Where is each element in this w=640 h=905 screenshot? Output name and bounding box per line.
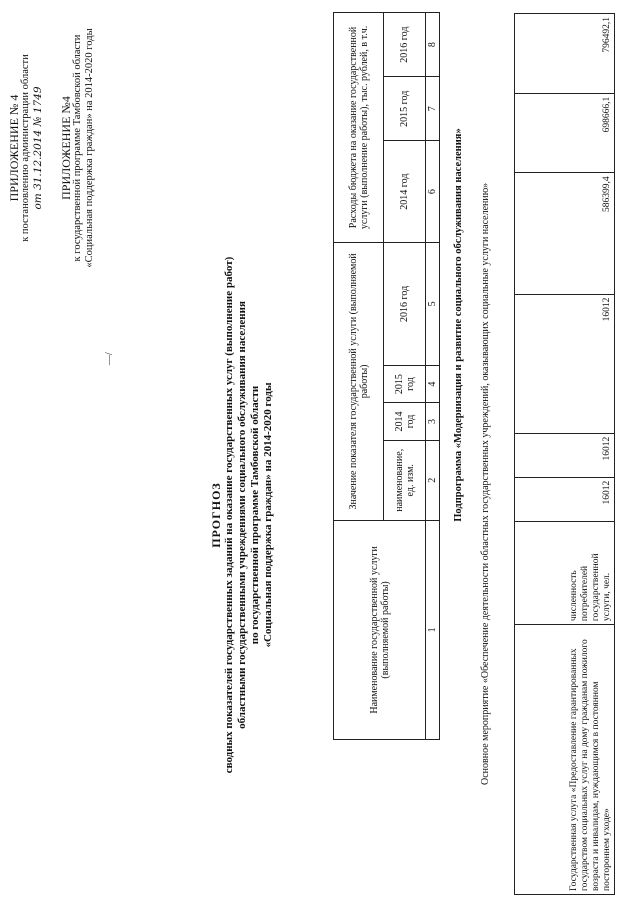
col-num: 4 <box>426 365 440 402</box>
value-2014-cell: 16012 <box>515 477 615 521</box>
appendix-resolution: к постановлению администрации области <box>20 54 31 242</box>
title-line-2: областными государственными учреждениями социального обслуживания населения <box>236 301 248 729</box>
appendix-program-name: «Социальная поддержка граждан» на 2014-2020 годы <box>84 28 95 268</box>
col-num: 6 <box>426 141 440 243</box>
appendix-title: ПРИЛОЖЕНИЕ № 4 <box>7 94 21 202</box>
col-num: 3 <box>426 403 440 440</box>
appendix-block <box>8 3 96 293</box>
unit-cell: численность потребителей государственной услуги, чел. <box>515 521 615 624</box>
col-num: 7 <box>426 77 440 141</box>
header-indicator: Значение показателя государственной услуги (выполняемой работы) <box>334 242 384 520</box>
subprogram-heading: Подпрограмма «Модернизация и развитие социального обслуживания населения» <box>453 128 464 522</box>
col-num: 8 <box>426 13 440 77</box>
margin-mark: —/ <box>104 352 115 365</box>
data-table <box>514 13 615 895</box>
title-line-1: сводных показателей государственных заданий на оказание государственных услуг (выполнение работ) <box>223 256 235 774</box>
service-name-cell: Государственная услуга «Предоставление гарантированных государством социальных услуг на дому гражданам пожилого возраста и инвалидам, нуждающимся в постоянном постороннем уходе» <box>515 625 615 895</box>
appendix-program: к государственной программе Тамбовской области <box>72 34 83 262</box>
title-line-3: по государственной программе Тамбовской области <box>249 385 261 645</box>
col-num: 2 <box>426 440 440 520</box>
title-line-4: «Социальная поддержка граждан» на 2014-2020 годы <box>262 382 274 648</box>
header-unit: наименование, ед. изм. <box>384 440 426 520</box>
header-2014a: 2014 год <box>384 403 426 440</box>
header-2016b: 2016 год <box>384 13 426 77</box>
table-row <box>515 14 615 895</box>
appendix-date-number: от 31.12.2014 № 1749 <box>32 86 44 210</box>
col-num: 1 <box>426 520 440 739</box>
column-numbers-row <box>426 13 440 740</box>
appendix4-title: ПРИЛОЖЕНИЕ №4 <box>59 96 73 200</box>
header-budget: Расходы бюджета на оказание государственной услуги (выполнение работы), тыс. рублей, в т.ч. <box>334 13 384 243</box>
header-2016a: 2016 год <box>384 242 426 365</box>
budget-2015-cell: 698666,1 <box>515 93 615 173</box>
header-2015a: 2015 год <box>384 365 426 402</box>
header-service-name: Наименование государственной услуги (выполняемой работы) <box>334 520 426 739</box>
value-2016-cell: 16012 <box>515 294 615 433</box>
budget-2014-cell: 586399,4 <box>515 173 615 294</box>
col-num: 5 <box>426 242 440 365</box>
document-title <box>210 235 275 795</box>
header-2014b: 2014 год <box>384 141 426 243</box>
budget-2016-cell: 796492,1 <box>515 14 615 94</box>
header-table <box>333 12 440 740</box>
main-measure: Основное мероприятие «Обеспечение деятельности областных государственных учреждений, оказывающих социальные услуги населению» <box>480 182 491 785</box>
header-2015b: 2015 год <box>384 77 426 141</box>
value-2015-cell: 16012 <box>515 433 615 477</box>
title-head: ПРОГНОЗ <box>209 482 223 548</box>
